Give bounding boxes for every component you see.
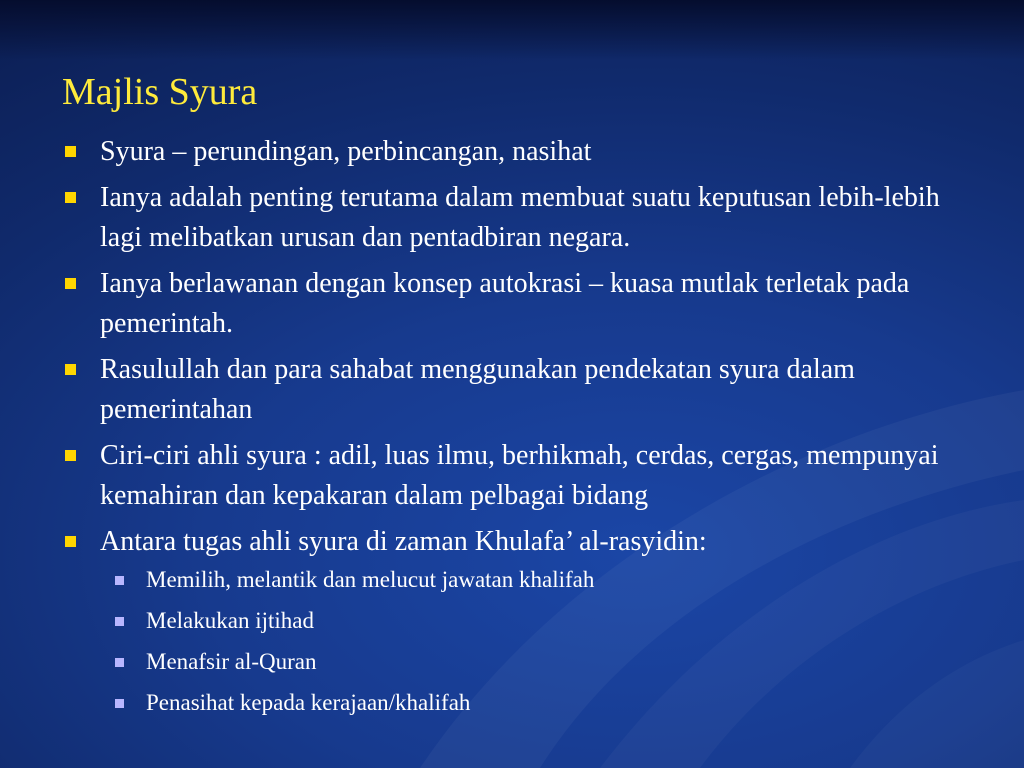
sub-bullet-item-1	[100, 564, 964, 596]
bullet-item-2	[0, 178, 1024, 258]
bullet-item-5	[0, 436, 1024, 516]
lavender-square-bullet-icon	[115, 699, 124, 708]
yellow-square-bullet-icon	[65, 146, 76, 157]
yellow-square-bullet-icon	[65, 192, 76, 203]
bullet-item-3	[0, 264, 1024, 344]
bullet-text: Ciri-ciri ahli syura : adil, luas ilmu, berhikmah, cerdas, cergas, mempunyai kemahiran dan kepakaran dalam pelbagai bidang	[100, 440, 939, 511]
bullet-text: Ianya berlawanan dengan konsep autokrasi – kuasa mutlak terletak pada pemerintah.	[100, 268, 910, 339]
bullet-text: Ianya adalah penting terutama dalam membuat suatu keputusan lebih-lebih lagi melibatkan urusan dan pentadbiran negara.	[100, 182, 940, 253]
bullet-item-1	[0, 132, 1024, 172]
yellow-square-bullet-icon	[65, 364, 76, 375]
yellow-square-bullet-icon	[65, 450, 76, 461]
sub-bullet-text: Menafsir al-Quran	[146, 649, 317, 674]
sub-bullet-item-2	[100, 605, 964, 637]
sub-bullet-list	[100, 564, 964, 719]
sub-bullet-text: Memilih, melantik dan melucut jawatan khalifah	[146, 567, 595, 592]
sub-bullet-item-4	[100, 687, 964, 719]
bullet-text: Rasulullah dan para sahabat menggunakan pendekatan syura dalam pemerintahan	[100, 354, 855, 425]
bullet-item-6	[0, 522, 1024, 719]
bullet-text: Syura – perundingan, perbincangan, nasihat	[100, 136, 592, 167]
yellow-square-bullet-icon	[65, 536, 76, 547]
yellow-square-bullet-icon	[65, 278, 76, 289]
sub-bullet-item-3	[100, 646, 964, 678]
lavender-square-bullet-icon	[115, 576, 124, 585]
bullet-text: Antara tugas ahli syura di zaman Khulafa’ al-rasyidin:	[100, 526, 707, 557]
slide-title: Majlis Syura	[62, 71, 258, 113]
bullet-item-4	[0, 350, 1024, 430]
lavender-square-bullet-icon	[115, 617, 124, 626]
bullet-list	[0, 132, 1024, 728]
sub-bullet-text: Melakukan ijtihad	[146, 608, 314, 633]
sub-bullet-text: Penasihat kepada kerajaan/khalifah	[146, 690, 471, 715]
lavender-square-bullet-icon	[115, 658, 124, 667]
